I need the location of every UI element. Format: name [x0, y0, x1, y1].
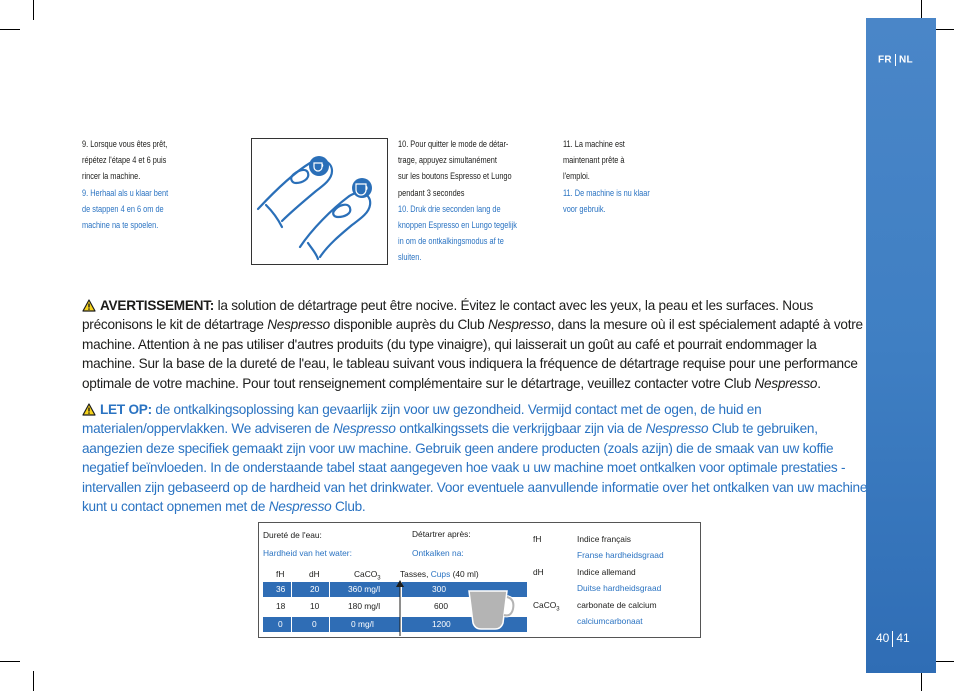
warning-text: disponible auprès du Club — [329, 317, 488, 333]
column-header-fh: fH — [276, 569, 285, 579]
lang-separator — [895, 54, 896, 66]
cell-cups: 300 — [432, 584, 446, 594]
cell-fh: 0 — [278, 619, 283, 629]
arrow-up-icon — [395, 580, 405, 638]
step-10-fr-line: sur les boutons Espresso et Lungo — [398, 171, 512, 182]
cell-fh: 36 — [276, 584, 286, 594]
crop-mark — [934, 29, 954, 30]
page-separator — [892, 631, 893, 647]
crop-mark — [921, 671, 922, 691]
step-11-nl-line: 11. De machine is nu klaar — [563, 187, 650, 198]
step-10-fr-line: 10. Pour quitter le mode de détar- — [398, 139, 509, 149]
warning-triangle-icon — [82, 299, 96, 312]
warning-triangle-icon — [82, 403, 96, 416]
legend-abbr: CaCO$_3$ — [533, 600, 560, 613]
warning-text: la solution de détartrage peut être nocive. Évitez le contact avec les yeux, la peau et les surfaces. Nous préconisons le kit de détartrage — [82, 298, 813, 333]
warning-text: . — [817, 375, 821, 391]
page-number-right: 41 — [896, 631, 910, 646]
crop-mark — [921, 0, 922, 20]
cell-fh: 18 — [276, 601, 286, 611]
descale-heading-nl: Ontkalken na: — [412, 548, 464, 558]
lungo-cup-icon — [352, 178, 372, 198]
cell-dh: 10 — [310, 601, 320, 611]
cell-cups: 1200 — [432, 619, 451, 629]
cell-caco3: 0 mg/l — [351, 619, 374, 629]
column-header-cups: Tasses, Cups (40 ml) — [400, 569, 479, 579]
step-11-nl-line: voor gebruik. — [563, 203, 606, 214]
hardness-table — [258, 522, 701, 638]
step-9-fr-line: 9. Lorsque vous êtes prêt, — [82, 139, 168, 149]
crop-mark — [0, 661, 20, 662]
warning-text: Club. — [331, 499, 366, 515]
legend-nl: Duitse hardheidsgraad — [577, 583, 662, 593]
legend-abbr: dH — [533, 567, 544, 577]
hand-pressing-buttons-icon — [252, 139, 387, 264]
crop-mark — [33, 671, 34, 691]
brand-name: Nespresso — [332, 421, 396, 437]
legend-nl: Franse hardheidsgraad — [577, 550, 664, 560]
brand-name: Nespresso — [267, 317, 330, 333]
step-9-fr-line: rincer la machine. — [82, 171, 141, 182]
step-11-fr-line: l'emploi. — [563, 171, 590, 182]
lang-nl: NL — [898, 54, 913, 66]
page-numbers — [876, 631, 910, 647]
lang-fr: FR — [878, 54, 892, 66]
language-label — [878, 54, 913, 66]
warning-nl — [82, 400, 872, 516]
hardness-heading-nl: Hardheid van het water: — [263, 548, 352, 558]
warning-text: ontkalkingssets die verkrijgbaar zijn via de — [395, 421, 646, 437]
legend-fr: Indice allemand — [577, 567, 636, 577]
brand-name: Nespresso — [754, 375, 818, 391]
step-9-nl-line: machine na te spoelen. — [82, 220, 159, 231]
step-9-text — [82, 136, 168, 233]
brand-name: Nespresso — [645, 421, 709, 437]
legend-fr: Indice français — [577, 534, 631, 544]
column-divider — [291, 582, 292, 632]
legend-fr: carbonate de calcium — [577, 600, 657, 610]
column-header-caco3: CaCO$_3$ — [354, 569, 381, 582]
cup-icon — [467, 589, 515, 631]
side-tab — [866, 18, 936, 673]
step-10-fr-line: trage, appuyez simultanément — [398, 155, 497, 166]
step-9-fr-line: répétez l'étape 4 et 6 puis — [82, 155, 167, 166]
legend-abbr: fH — [533, 534, 542, 544]
brand-name: Nespresso — [268, 499, 332, 515]
cell-cups: 600 — [434, 601, 448, 611]
illustration-box — [251, 138, 388, 265]
warning-keyword: AVERTISSEMENT: — [100, 298, 215, 313]
brand-name: Nespresso — [487, 317, 551, 333]
legend-nl: calciumcarbonaat — [577, 616, 643, 626]
page-number-left: 40 — [876, 631, 890, 646]
cell-dh: 0 — [312, 619, 317, 629]
step-11-fr-line: 11. La machine est — [563, 139, 625, 149]
step-10-nl-line: sluiten. — [398, 252, 422, 263]
column-divider — [329, 582, 330, 632]
warning-fr — [82, 296, 872, 393]
step-10-nl-line: in om de ontkalkingsmodus af te — [398, 236, 504, 247]
descale-heading-fr: Détartrer après: — [412, 529, 471, 539]
step-10-nl-line: knoppen Espresso en Lungo tegelijk — [398, 220, 517, 231]
warning-text: Club te gebruiken, aangezien deze specifiek gemaakt zijn voor uw machine. Gebruik geen andere producten (zoals azijn) die de smaak van uw koffie negatief beïnvloeden. In de onderstaande tabel staat aangegeven hoe vaak u uw machine moet ontkalken voor optimale prestaties - intervallen zijn gebaseerd op de hardheid van het drinkwater. Voor eventuele aanvullende informatie over het ontkalken van uw machine kunt u contact opnemen met de — [82, 421, 868, 515]
cell-caco3: 180 mg/l — [348, 601, 381, 611]
warning-text: de ontkalkingsoplossing kan gevaarlijk zijn voor uw gezondheid. Vermijd contact met de ogen, de huid en materialen/oppervlakken. We adviseren de — [82, 402, 762, 437]
step-9-nl-line: de stappen 4 en 6 om de — [82, 203, 164, 214]
cell-caco3: 360 mg/l — [348, 584, 381, 594]
crop-mark — [934, 661, 954, 662]
espresso-cup-icon — [309, 156, 329, 176]
step-9-nl-line: 9. Herhaal als u klaar bent — [82, 187, 169, 198]
column-header-dh: dH — [309, 569, 320, 579]
warning-keyword: LET OP: — [100, 402, 152, 417]
step-10-nl-line: 10. Druk drie seconden lang de — [398, 203, 501, 214]
step-10-text — [398, 136, 517, 266]
step-11-fr-line: maintenant prête à — [563, 155, 625, 166]
cell-dh: 20 — [310, 584, 320, 594]
step-10-fr-line: pendant 3 secondes — [398, 187, 465, 198]
step-11-text — [563, 136, 650, 217]
warning-text: , dans la mesure où il est spécialement adapté à votre machine. Attention à ne pas utiliser d'autres produits (du type vinaigre), qui laisserait un goût au café et pourrait endommager la machine. Sur la base de la dureté de l'eau, le tableau suivant vous indiquera la fréquence de détartrage requise pour une performance optimale de votre machine. Pour tout renseignement complémentaire sur le détartrage, veuillez contacter votre Club — [82, 317, 863, 391]
crop-mark — [0, 29, 20, 30]
hardness-heading-fr: Dureté de l'eau: — [263, 530, 322, 540]
crop-mark — [33, 0, 34, 20]
